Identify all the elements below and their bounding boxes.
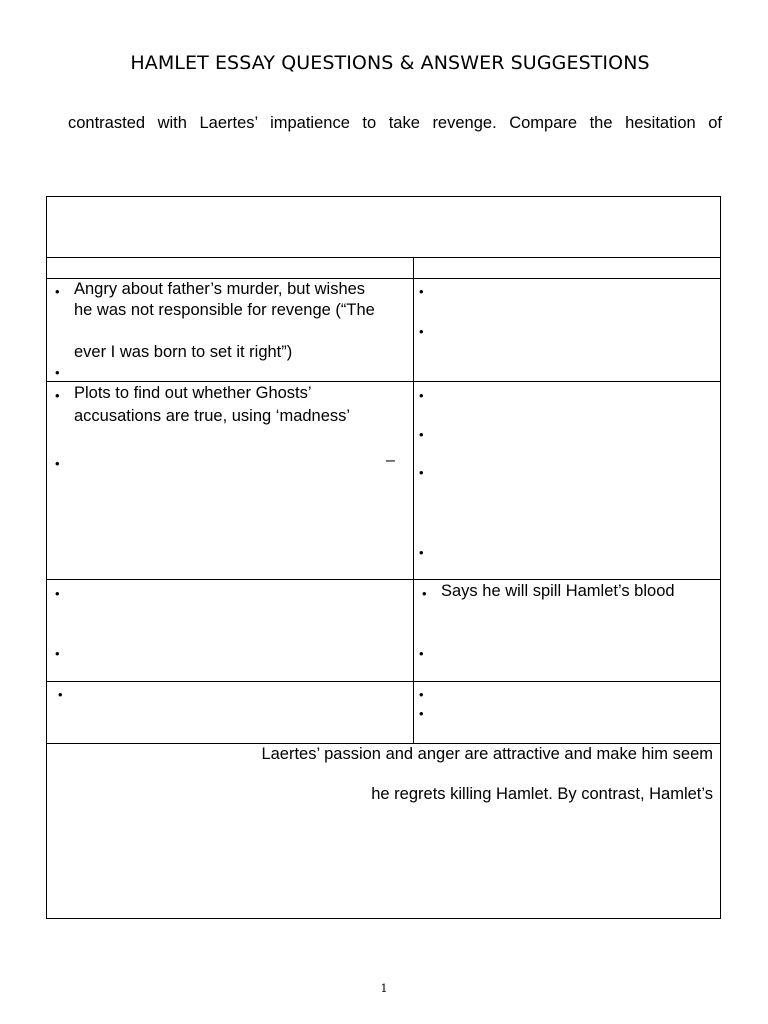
- table-divider: [47, 257, 720, 258]
- bullet: •: [55, 456, 60, 471]
- table-divider: [47, 579, 720, 580]
- conclusion-text-2: he regrets killing Hamlet. By contrast, Hamlet’s: [371, 785, 713, 803]
- row2-left-text-2: accusations are true, using ‘madness’: [74, 407, 351, 425]
- bullet: •: [422, 586, 427, 601]
- bullet: •: [58, 687, 63, 702]
- bullet: •: [55, 388, 60, 403]
- conclusion-text-1: Laertes’ passion and anger are attractive and make him seem: [261, 745, 713, 763]
- bullet: •: [419, 706, 424, 721]
- bullet: •: [419, 687, 424, 702]
- bullet: •: [419, 427, 424, 442]
- bullet: •: [419, 388, 424, 403]
- bullet: •: [419, 646, 424, 661]
- bullet: •: [55, 365, 60, 380]
- bullet: •: [419, 465, 424, 480]
- row1-left-text-1: Angry about father’s murder, but wishes: [74, 280, 366, 298]
- comparison-table: [46, 196, 721, 919]
- bullet: •: [419, 284, 424, 299]
- dash-mark: –: [386, 452, 395, 469]
- bullet: •: [419, 545, 424, 560]
- intro-text: contrasted with Laertes’ impatience to take revenge. Compare the hesitation of: [68, 114, 722, 132]
- row3-right-text-1: Says he will spill Hamlet’s blood: [441, 582, 675, 600]
- row2-left-text-1: Plots to find out whether Ghosts’: [74, 384, 312, 402]
- bullet: •: [55, 284, 60, 299]
- bullet: •: [55, 646, 60, 661]
- bullet: •: [55, 586, 60, 601]
- page-number: 1: [380, 982, 388, 995]
- table-divider: [47, 743, 720, 744]
- row1-left-text-2: he was not responsible for revenge (“The: [74, 301, 375, 319]
- row1-left-text-3: ever I was born to set it right”): [74, 343, 293, 361]
- table-divider: [47, 681, 720, 682]
- column-divider: [413, 257, 414, 743]
- document-title: HAMLET ESSAY QUESTIONS & ANSWER SUGGESTIONS: [130, 52, 650, 74]
- table-divider: [47, 381, 720, 382]
- bullet: •: [419, 324, 424, 339]
